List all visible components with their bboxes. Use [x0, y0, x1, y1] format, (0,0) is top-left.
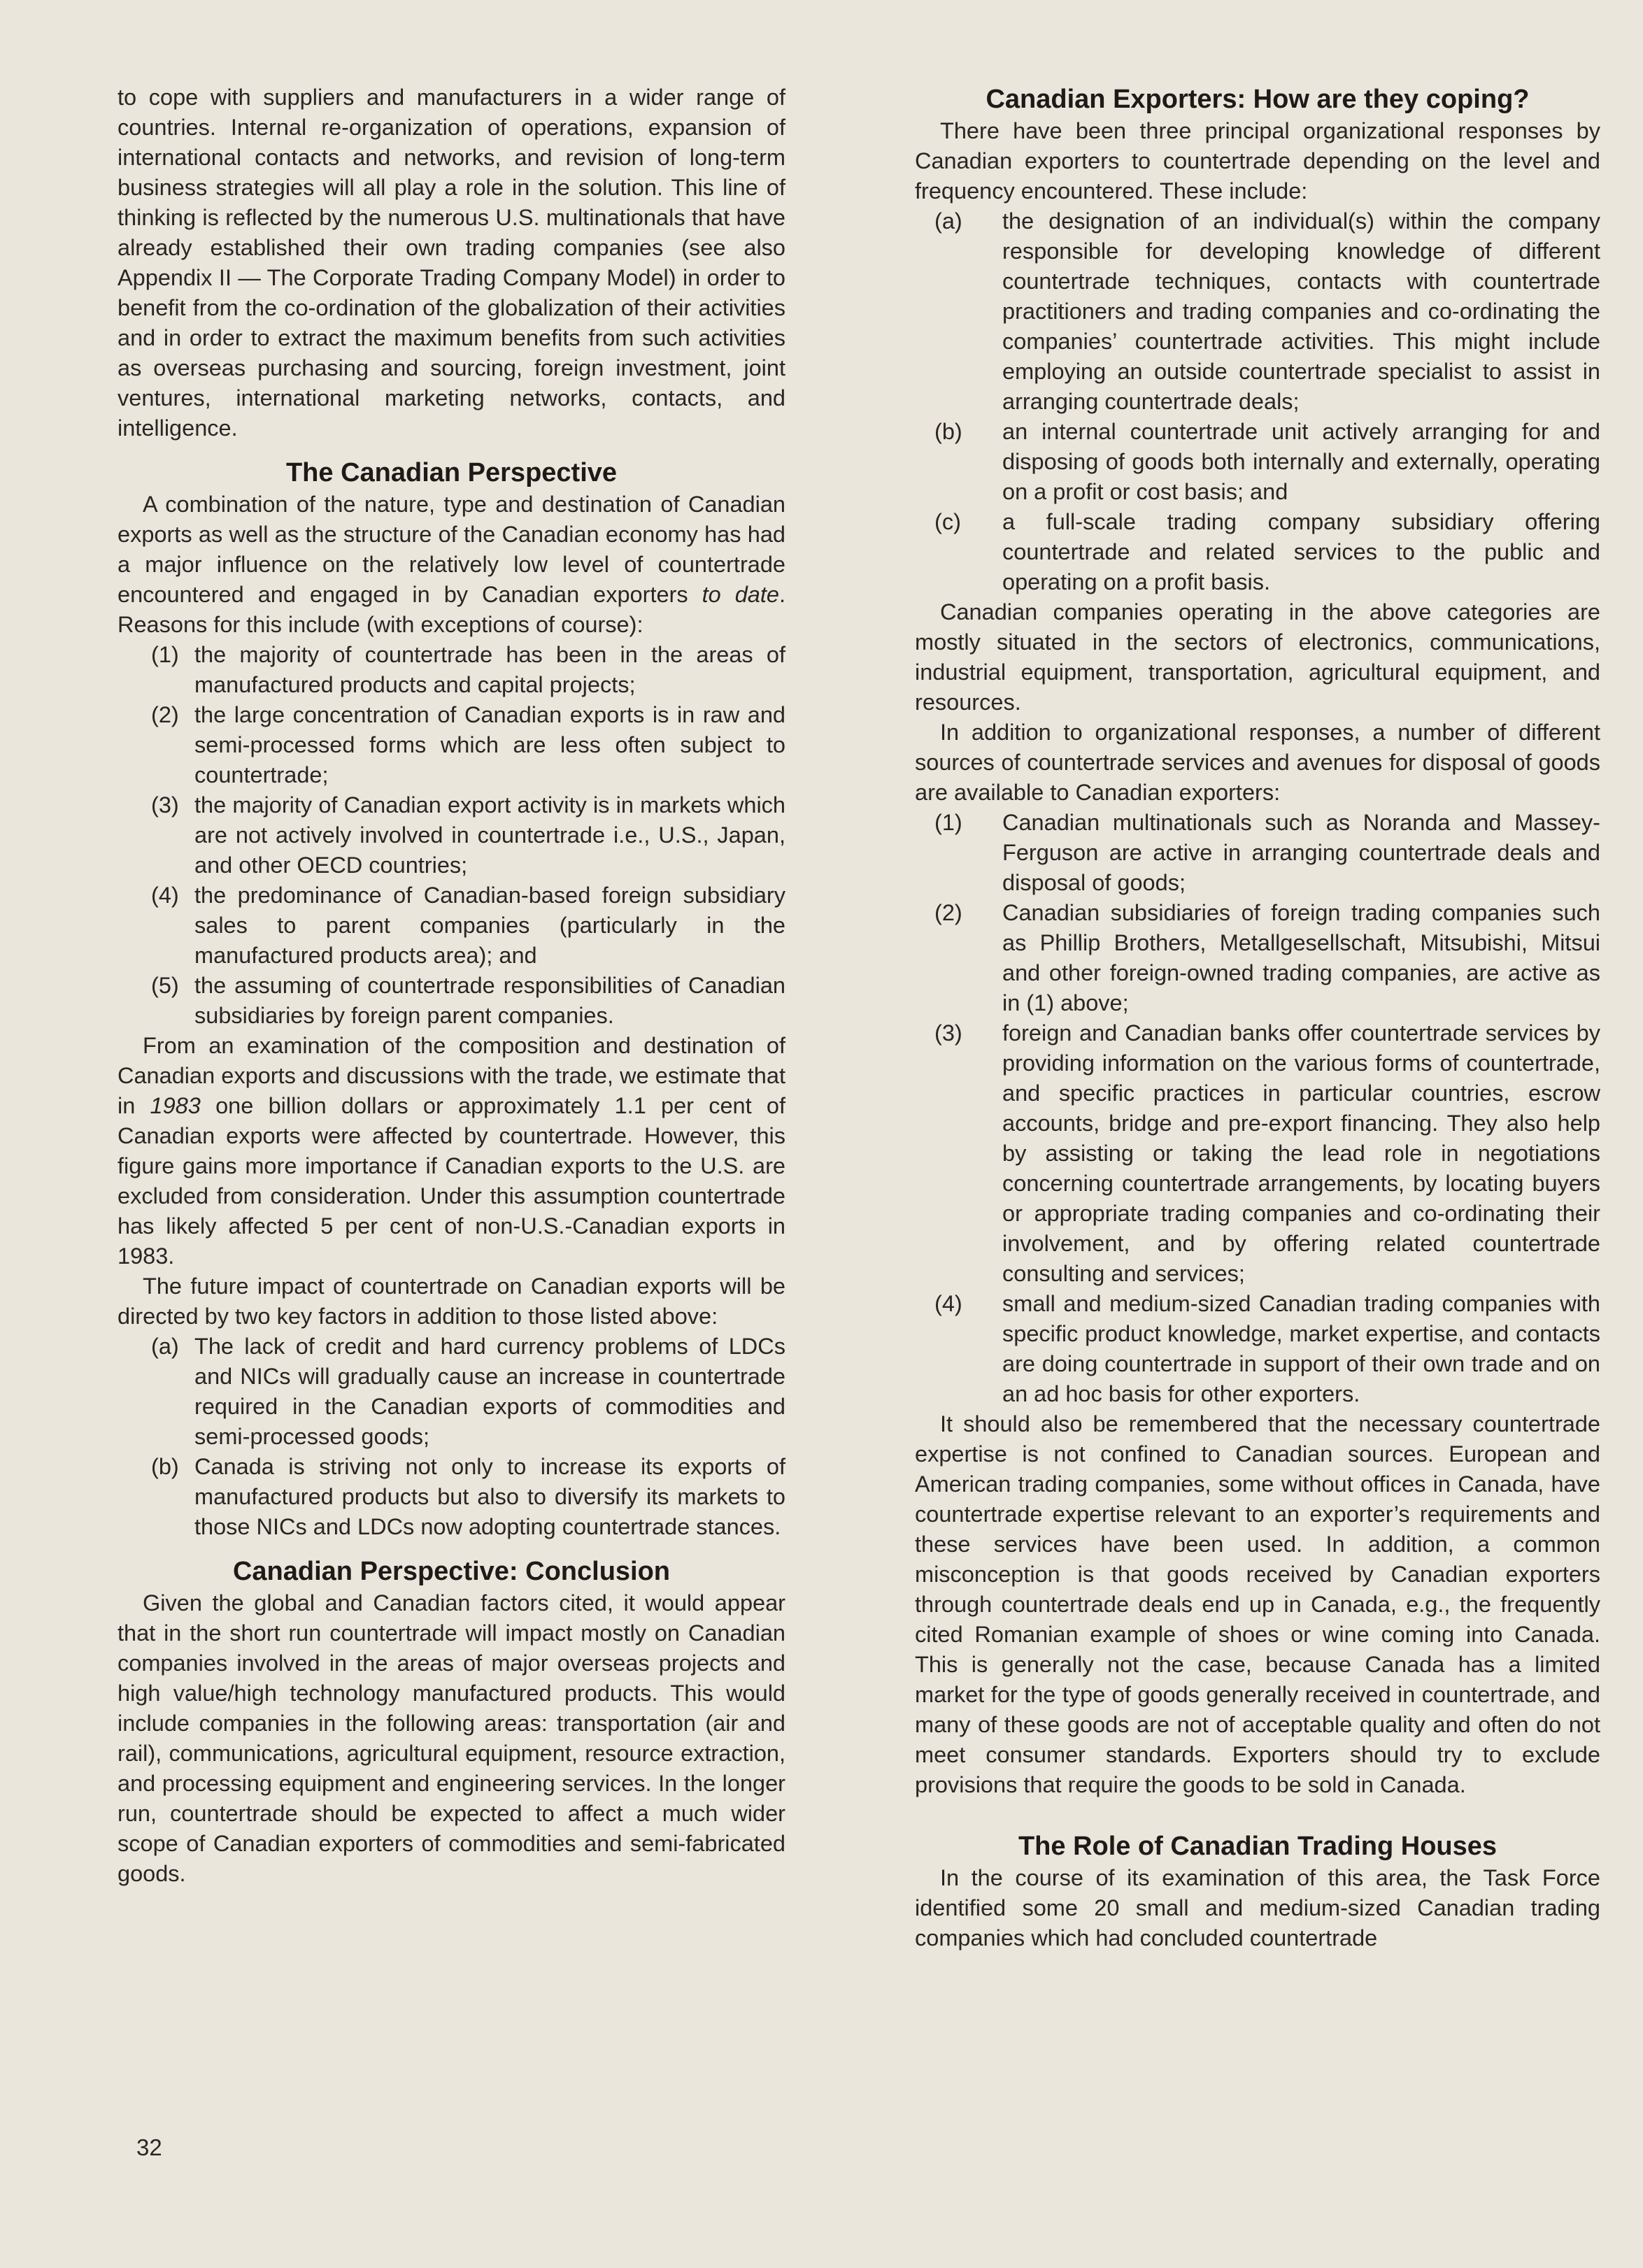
trading-houses-paragraph: In the course of its examination of this area, the Task Force identified some 20 small and medium-sized Canadian trading companies which had concluded countertrade [915, 1865, 1600, 1950]
sectors-paragraph: Canadian companies operating in the above categories are mostly situated in the sectors of electronics, communications, industrial equipment, transportation, agricultural equipment, and resources. [915, 599, 1600, 715]
intro-paragraph: to cope with suppliers and manufacturers in a wider range of countries. Internal re-organization of operations, expansion of international contacts and networks, and revision of long-term business strategies will all play a role in the solution. This line of thinking is reflected by the numerous U.S. multinationals that have already established their own trading companies (see also Appendix II — The Corporate Trading Company Model) in order to benefit from the co-ordination of the globalization of their activities and in order to extract the maximum benefits from such activities as overseas purchasing and sourcing, foreign investment, joint ventures, international marketing networks, contacts, and intelligence. [118, 85, 785, 441]
list-item: (2) Canadian subsidiaries of foreign trading companies such as Phillip Brothers, Metallgesellschaft, Mitsubishi, Mitsui and other foreign-owned trading companies, are active as in (1) above; [934, 900, 1600, 1015]
list-item: (2) the large concentration of Canadian exports is in raw and semi-processed forms which are less often subject to countertrade; [151, 702, 785, 787]
list-item: (4) the predominance of Canadian-based foreign subsidiary sales to parent companies (particularly in the manufactured products area); and [151, 883, 785, 968]
responses-list [915, 206, 1600, 597]
heading-canadian-perspective: The Canadian Perspective [285, 458, 618, 487]
sources-intro-paragraph: In addition to organizational responses, a number of different sources of countertrade services and avenues for disposal of goods are available to Canadian exporters: [915, 720, 1600, 805]
list-item: (3) the majority of Canadian export activity is in markets which are not actively involved in countertrade i.e., U.S., Japan, and other OECD countries; [151, 792, 785, 878]
list-item: (c) a full-scale trading company subsidiary offering countertrade and related services to the public and operating on a profit basis. [934, 509, 1600, 594]
left-column [118, 83, 785, 1889]
list-item: (a) The lack of credit and hard currency problems of LDCs and NICs will gradually cause an increase in countertrade required in the Canadian exports of commodities and semi-processed goods; [151, 1334, 785, 1449]
heading-perspective-conclusion: Canadian Perspective: Conclusion [232, 1557, 671, 1586]
list-item: (a) the designation of an individual(s) within the company responsible for developing knowledge of different countertrade techniques, contacts with countertrade practitioners and trading companies and co-ordinating the companies’ countertrade activities. This might include employing an outside countertrade specialist to assist in arranging countertrade deals; [934, 208, 1600, 414]
expertise-paragraph: It should also be remembered that the necessary countertrade expertise is not confined to Canadian sources. European and American trading companies, some without offices in Canada, have countertrade expertise relevant to an exporter’s requirements and these services have been used. In addition, a common misconception is that goods received by Canadian exporters through countertrade deals end up in Canada, e.g., the frequently cited Romanian example of shoes or wine coming into Canada. This is generally not the case, because Canada has a limited market for the type of goods generally received in countertrade, and many of these goods are not of acceptable quality and often do not meet consumer standards. Exporters should try to exclude provisions that require the goods to be sold in Canada. [915, 1411, 1600, 1797]
list-item: (b) an internal countertrade unit actively arranging for and disposing of goods both internally and externally, operating on a profit or cost basis; and [934, 419, 1600, 504]
estimate-paragraph: From an examination of the composition and destination of Canadian exports and discussions with the trade, we estimate that in 1983 one billion dollars or approximately 1.1 per cent of Canadian exports were affected by countertrade. However, this figure gains more importance if Canadian exports to the U.S. are excluded from consideration. Under this assumption countertrade has likely affected 5 per cent of non-U.S.-Canadian exports in 1983. [118, 1033, 785, 1269]
heading-exporters-coping: Canadian Exporters: How are they coping? [986, 85, 1530, 114]
list-item: (4) small and medium-sized Canadian trading companies with specific product knowledge, market expertise, and contacts are doing countertrade in support of their own trade and on an ad hoc basis for other exporters. [934, 1291, 1600, 1406]
list-item: (3) foreign and Canadian banks offer countertrade services by providing information on the various forms of countertrade, and specific practices in particular countries, escrow accounts, bridge and pre-export financing. They also help by assisting or taking the lead role in negotiations concerning countertrade arrangements, by locating buyers or appropriate trading companies and co-ordinating their involvement, and by offering related countertrade consulting and services; [934, 1020, 1600, 1286]
conclusion-paragraph: Given the global and Canadian factors cited, it would appear that in the short run countertrade will impact mostly on Canadian companies involved in the areas of major overseas projects and high value/high technology manufactured products. This would include companies in the following areas: transportation (air and rail), communications, agricultural equipment, resource extraction, and processing equipment and engineering services. In the longer run, countertrade should be expected to affect a much wider scope of Canadian exporters of commodities and semi-fabricated goods. [118, 1590, 785, 1886]
list-item: (5) the assuming of countertrade responsibilities of Canadian subsidiaries by foreign parent companies. [151, 973, 785, 1028]
sources-list [915, 808, 1600, 1409]
list-item: (b) Canada is striving not only to increase its exports of manufactured products but also to diversify its markets to those NICs and LDCs now adopting countertrade stances. [151, 1454, 785, 1539]
perspective-paragraph: A combination of the nature, type and destination of Canadian exports as well as the structure of the Canadian economy has had a major influence on the relatively low level of countertrade encountered and engaged in by Canadian exporters to date. Reasons for this include (with exceptions of course): [118, 492, 785, 637]
heading-trading-houses: The Role of Canadian Trading Houses [1018, 1832, 1498, 1861]
factors-list [118, 1332, 785, 1542]
responses-intro-paragraph: There have been three principal organizational responses by Canadian exporters to countertrade depending on the level and frequency encountered. These include: [915, 118, 1600, 204]
page-number: 32 [136, 2134, 162, 2160]
list-item: (1) Canadian multinationals such as Noranda and Massey-Ferguson are active in arranging countertrade deals and disposal of goods; [934, 810, 1600, 895]
future-impact-paragraph: The future impact of countertrade on Canadian exports will be directed by two key factors in addition to those listed above: [118, 1274, 785, 1329]
reasons-list [118, 640, 785, 1031]
list-item: (1) the majority of countertrade has been in the areas of manufactured products and capital projects; [151, 642, 785, 697]
right-column [915, 83, 1600, 1953]
